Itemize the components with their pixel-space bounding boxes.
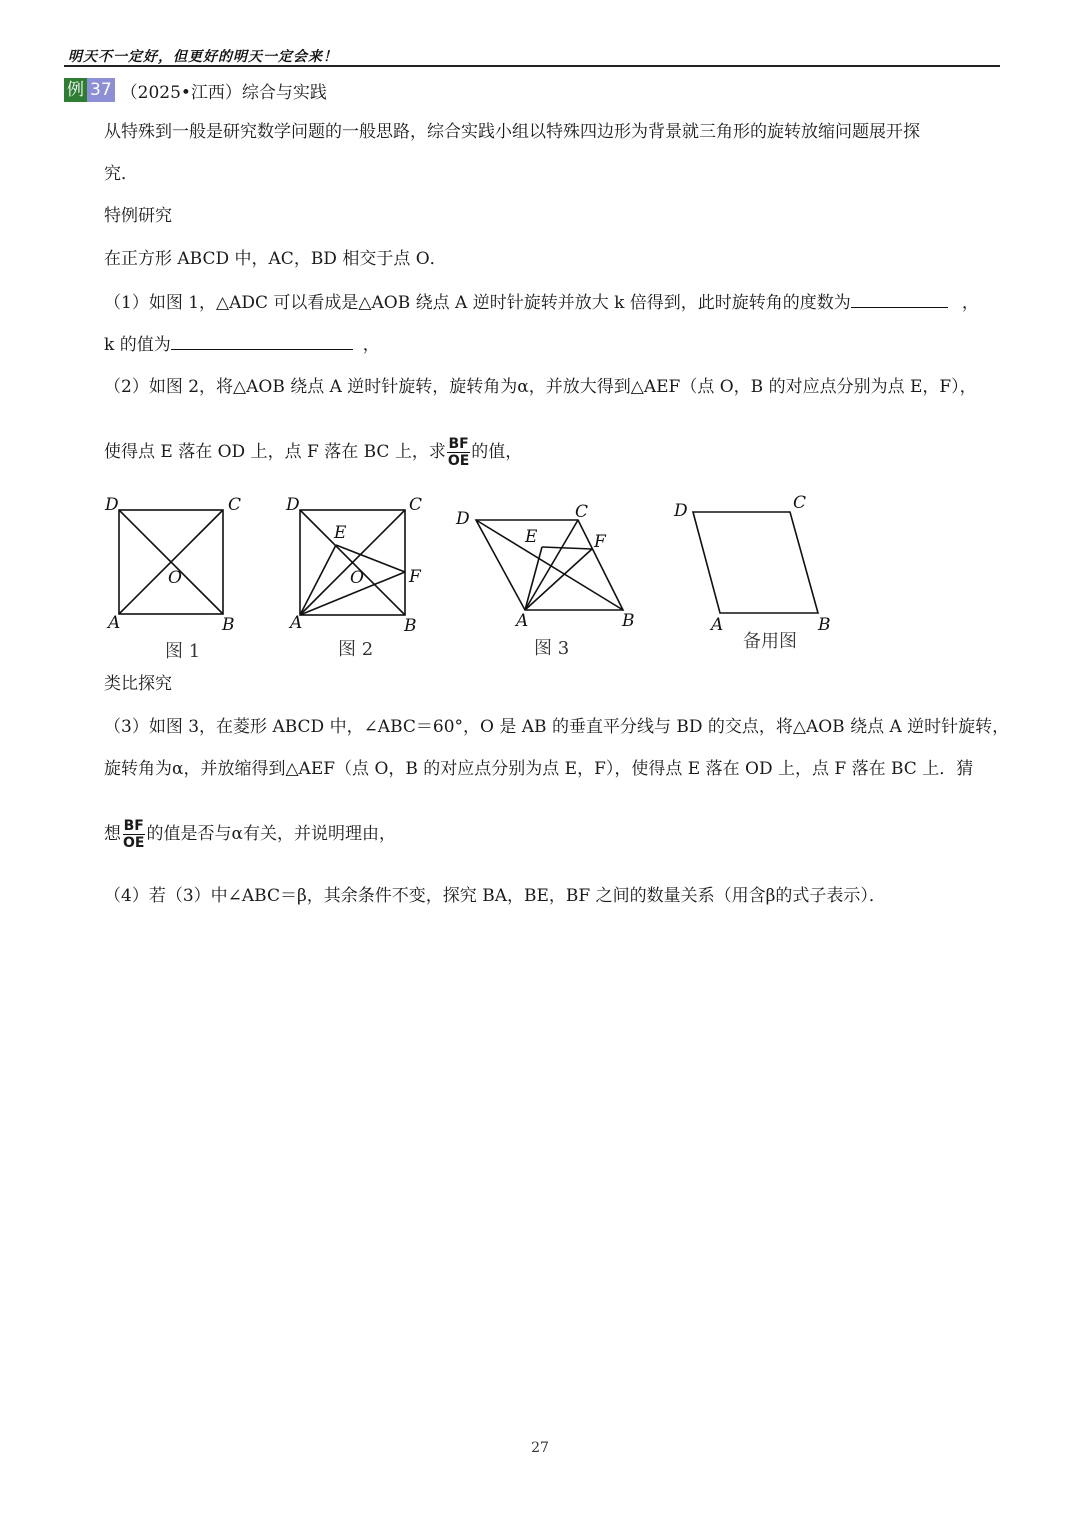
fig3-label-c: C <box>575 502 589 522</box>
example-title: （2025•江西）综合与实践 <box>120 82 327 103</box>
header-motto: 明天不一定好，但更好的明天一定会来！ <box>68 49 338 65</box>
question-3-line-2: 旋转角为α，并放缩得到△AEF（点 O，B 的对应点分别为点 E，F），使得点 E 落在 OD 上，点 F 落在 BC 上．猜 <box>104 759 974 779</box>
fraction-denominator-2: OE <box>123 835 145 851</box>
question-4-line: （4）若（3）中∠ABC＝β，其余条件不变，探究 BA，BE，BF 之间的数量关系（用含β的式子表示）． <box>104 886 886 906</box>
question-1-k-text: k 的值为 <box>104 335 171 355</box>
fig3-label-f: F <box>594 532 606 552</box>
fig3-label-e: E <box>525 527 538 547</box>
figures-row <box>0 480 1080 670</box>
question-2-text: 使得点 E 落在 OD 上，点 F 落在 BC 上，求 <box>104 442 446 462</box>
question-1-end: ， <box>362 335 380 355</box>
fraction-numerator-2: BF <box>123 818 144 834</box>
answer-blank-angle[interactable] <box>851 289 948 308</box>
fig2-label-b: B <box>404 616 417 636</box>
fig2-label-d: D <box>286 495 300 515</box>
fraction-bf-oe-2 <box>122 818 145 851</box>
fig1-label-b: B <box>222 615 235 635</box>
question-1-line-1 <box>104 289 979 316</box>
example-heading <box>64 77 327 103</box>
question-1-comma: ， <box>961 293 979 313</box>
setup-line: 在正方形 ABCD 中，AC，BD 相交于点 O． <box>104 249 447 269</box>
fig2-label-f: F <box>409 567 421 587</box>
section-analogy-heading: 类比探究 <box>104 674 172 694</box>
fraction-denominator: OE <box>447 453 470 469</box>
fig4-caption: 备用图 <box>743 631 797 652</box>
fig1-caption: 图 1 <box>165 641 201 662</box>
question-3-line-1: （3）如图 3，在菱形 ABCD 中，∠ABC＝60°，O 是 AB 的垂直平分线与 BD 的交点，将△AOB 绕点 A 逆时针旋转， <box>104 717 1010 737</box>
fraction-numerator: BF <box>448 436 469 452</box>
answer-blank-k[interactable] <box>171 331 353 350</box>
header-rule <box>64 65 1000 67</box>
fig2-label-c: C <box>409 495 423 515</box>
fig2-label-a: A <box>290 613 303 633</box>
question-1-text: （1）如图 1，△ADC 可以看成是△AOB 绕点 A 逆时针旋转并放大 k 倍得到，此时旋转角的度数为 <box>104 293 851 313</box>
question-2-line-2 <box>104 432 522 472</box>
fraction-bf-oe <box>447 436 470 469</box>
fig3-label-b: B <box>622 611 635 631</box>
question-3-text: 想 <box>104 824 121 844</box>
question-2-line-1: （2）如图 2，将△AOB 绕点 A 逆时针旋转，旋转角为α，并放大得到△AEF（点 O，B 的对应点分别为点 E，F）， <box>104 377 977 397</box>
intro-line-1: 从特殊到一般是研究数学问题的一般思路，综合实践小组以特殊四边形为背景就三角形的旋转放缩问题展开探 <box>104 122 920 142</box>
question-2-text-end: 的值， <box>471 442 523 462</box>
fig1-label-c: C <box>228 495 242 515</box>
question-3-line-3 <box>104 814 396 854</box>
example-number-badge: 37 <box>87 78 115 102</box>
fig3-label-d: D <box>456 509 470 529</box>
question-3-text-end: 的值是否与α有关，并说明理由， <box>146 824 396 844</box>
fig1-label-o: O <box>168 568 182 588</box>
figure-4-drawing <box>693 512 818 613</box>
intro-line-2: 究． <box>104 164 138 184</box>
example-label-badge: 例 <box>64 78 87 102</box>
section-special-heading: 特例研究 <box>104 206 172 226</box>
page-number: 27 <box>531 1440 549 1456</box>
figure-2-drawing <box>300 510 405 615</box>
fig4-label-c: C <box>793 493 807 513</box>
figure-1-drawing <box>119 510 223 614</box>
fig2-label-e: E <box>334 523 347 543</box>
fig2-label-o: O <box>350 568 364 588</box>
fig1-label-d: D <box>105 495 119 515</box>
fig4-label-d: D <box>674 501 688 521</box>
fig4-label-b: B <box>818 615 831 635</box>
fig3-label-a: A <box>516 611 529 631</box>
fig3-caption: 图 3 <box>534 638 570 659</box>
fig4-label-a: A <box>711 615 724 635</box>
question-1-line-2 <box>104 331 380 358</box>
fig1-label-a: A <box>108 613 121 633</box>
fig2-caption: 图 2 <box>338 639 374 660</box>
